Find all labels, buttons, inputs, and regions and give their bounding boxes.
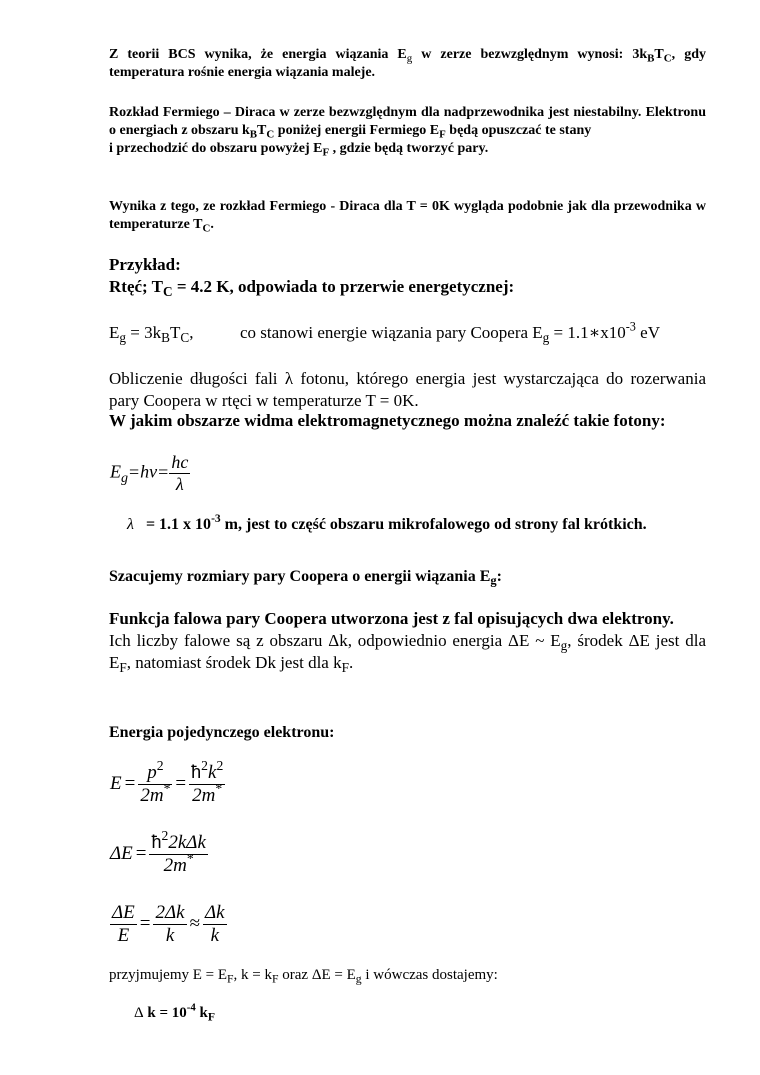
wave-function-paragraph: Funkcja falowa pary Coopera utworzona jest z fal opisujących dwa elektrony. Ich liczby falowe są z obszaru Δk, odpowiednio energia ΔE ~ $E_g$, środek ΔE jest dla $E_F$, natomiast środek Dk jest dla $k_F$. [109,609,707,675]
fermi-dirac-paragraph: Rozkład Fermiego – Diraca w zerze bezwzględnym dla nadprzewodnika jest niestabilny. Elektronu o energiach z obszaru $k_BT_C$ poniżej energii Fermiego $E_F$ będą opuszczać te stany i przechodzić do obszaru powyżej $E_F$ , gdzie będą tworzyć pary. [109,105,706,159]
spectrum-question: W jakim obszarze widma elektromagnetycznego można znaleźć takie fotony: [109,411,666,430]
single-electron-energy-heading: Energia pojedynczego elektronu: [109,724,335,741]
wavelength-paragraph: Obliczenie długości fali λ fotonu, którego energia jest wystarczająca do rozerwania pary Coopera w rtęci w temperaturze T = 0K. [109,369,706,410]
assumption-line: przyjmujemy $E = E_F$, $k = k_F$ oraz $\Delta E = E_g$ i wówczas dostajemy: [109,967,498,986]
binding-energy-line: $E_g = 3k_BT_C$, co stanowi energie wiązania pary Coopera $E_g$ = $1.1∗x10^{-3}$ eV [109,319,660,345]
example-heading: Przykład: Rtęć; $T_C = 4.2$ K, odpowiada to przerwie energetycznej: [109,255,515,299]
delta-energy-formula: ΔE = $\frac{ћ^22k\Delta k}{2m^*}$ [110,827,206,876]
cooper-pair-size-heading: Szacujemy rozmiary pary Coopera o energii wiązania $E_g$: [109,568,502,588]
electron-energy-formula: E = $\frac{p^2}{2m^*}$ = $\frac{ћ^2k^2}{2m^*}$ [110,757,224,806]
conclusion-paragraph: Wynika z tego, ze rozkład Fermiego - Diraca dla T = 0K wygląda podobnie jak dla przewodnika w temperaturze $T_C$. [109,199,706,235]
lambda-result: λ = 1.1 x $10^{-3}$ m, jest to część obszaru mikrofalowego od strony fal krótkich. [127,513,647,533]
delta-k-result: Δ $k = 10^{-4}$ $k_F$ [134,1001,216,1024]
bcs-paragraph: Z teorii BCS wynika, że energia wiązania $E_g$ w zerze bezwzględnym wynosi: $3k_BT_C$, gdy temperatura rośnie energia wiązania maleje. [109,47,706,80]
relative-energy-formula: $\frac{\Delta E}{E}$ = $\frac{2\Delta k}{k}$ ≈ $\frac{\Delta k}{k}$ [112,902,225,946]
photon-energy-formula: $E_g=h\nu=$ $\frac{hc}{\lambda}$ [110,452,189,494]
